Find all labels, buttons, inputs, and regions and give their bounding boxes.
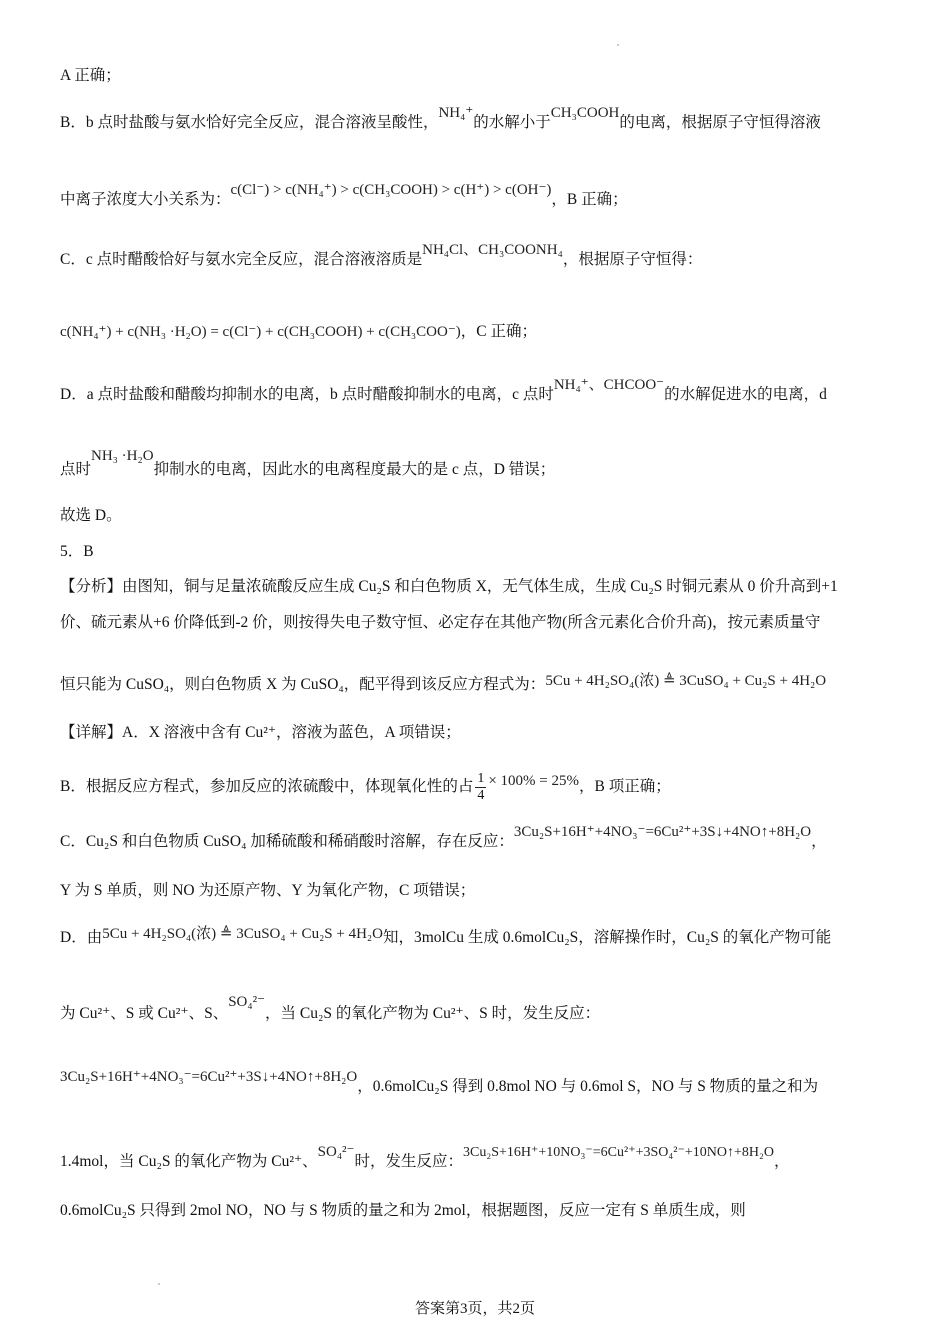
text: ， bbox=[811, 833, 827, 850]
equation: 3Cu₂S+16H⁺+10NO₃⁻=6Cu²⁺+3SO₄²⁻+10NO↑+8H₂O bbox=[463, 1145, 774, 1160]
text: D．a 点时盐酸和醋酸均抑制水的电离，b 点时醋酸抑制水的电离，c 点时 bbox=[60, 386, 554, 403]
text: 抑制水的电离，因此水的电离程度最大的是 c 点，D 错误； bbox=[153, 461, 556, 478]
equation: 5Cu + 4H₂SO₄(浓) ≜ 3CuSO₄ + Cu₂S + 4H₂O bbox=[545, 673, 827, 689]
text-line bbox=[60, 1201, 895, 1221]
text: ，当 Cu₂S 的氧化产物为 Cu²⁺、S 时，发生反应： bbox=[265, 1005, 601, 1022]
formula: c(Cl⁻) > c(NH₄⁺) > c(CH₃COOH) > c(H⁺) > c(OH⁻) bbox=[230, 182, 552, 198]
text: ，B 正确； bbox=[551, 191, 628, 208]
text-line bbox=[60, 242, 895, 270]
text-line bbox=[60, 322, 895, 342]
text-line bbox=[60, 881, 895, 901]
text-line bbox=[60, 771, 895, 804]
text-line bbox=[60, 448, 895, 480]
equation: 3Cu₂S+16H⁺+4NO₃⁻=6Cu²⁺+3S↓+4NO↑+8H₂O bbox=[513, 824, 812, 840]
text: A 正确； bbox=[60, 67, 121, 84]
text: 恒只能为 CuSO₄，则白色物质 X 为 CuSO₄，配平得到该反应方程式为： bbox=[60, 676, 546, 693]
text: ，C 正确； bbox=[460, 323, 537, 340]
question-number bbox=[60, 542, 895, 562]
equation: 5Cu + 4H₂SO₄(浓) ≜ 3CuSO₄ + Cu₂S + 4H₂O bbox=[102, 926, 383, 942]
fraction-denominator: 4 bbox=[477, 788, 485, 803]
text: 0.6molCu₂S 只得到 2mol NO，NO 与 S 物质的量之和为 2mol，根据题图，反应一定有 S 单质生成，则 bbox=[60, 1202, 746, 1219]
text: 时，发生反应： bbox=[354, 1153, 463, 1170]
text-line bbox=[60, 994, 895, 1024]
text: 故选 D。 bbox=[60, 507, 122, 524]
text-line bbox=[60, 1069, 895, 1097]
text: C．c 点时醋酸恰好与氨水完全反应，混合溶液溶质是 bbox=[60, 251, 423, 268]
equation: 3Cu₂S+16H⁺+4NO₃⁻=6Cu²⁺+3S↓+4NO↑+8H₂O bbox=[60, 1069, 358, 1085]
scan-speck bbox=[158, 1283, 160, 1285]
text-line bbox=[60, 105, 895, 133]
text: 的电离，根据原子守恒得溶液 bbox=[619, 114, 821, 131]
formula: CH₃COOH bbox=[550, 105, 620, 121]
formula: SO₄²⁻ bbox=[228, 994, 266, 1010]
text: B．b 点时盐酸与氨水恰好完全反应，混合溶液呈酸性， bbox=[60, 114, 439, 131]
text-line bbox=[60, 577, 895, 597]
formula: c(NH₄⁺) + c(NH₃ ·H₂O) = c(Cl⁻) + c(CH₃COOH) + c(CH₃COO⁻) bbox=[60, 324, 461, 340]
formula: SO₄²⁻ bbox=[317, 1144, 355, 1160]
text-line bbox=[60, 928, 895, 948]
text: D．由 bbox=[60, 929, 103, 946]
scan-speck bbox=[617, 44, 619, 46]
formula: NH₃ ·H₂O bbox=[91, 448, 154, 464]
text: Y 为 S 单质，则 NO 为还原产物、Y 为氧化产物，C 项错误； bbox=[60, 882, 476, 899]
formula: NH₄⁺、CHCOO⁻ bbox=[553, 377, 665, 393]
page-footer: 答案第3页，共2页 bbox=[414, 1301, 535, 1317]
text-line bbox=[60, 182, 895, 210]
text: 中离子浓度大小关系为： bbox=[60, 191, 231, 208]
text: ，根据原子守恒得： bbox=[562, 251, 703, 268]
text: ，0.6molCu₂S 得到 0.8mol NO 与 0.6mol S，NO 与 S 物质的量之和为 bbox=[357, 1078, 819, 1095]
text-line bbox=[60, 613, 895, 633]
text: 【分析】由图知，铜与足量浓硫酸反应生成 Cu₂S 和白色物质 X，无气体生成，生成 Cu₂S 时铜元素从 0 价升高到+1 bbox=[60, 578, 838, 595]
formula: NH₄Cl、CH₃COONH₄ bbox=[422, 242, 563, 258]
fraction-numerator: 1 bbox=[477, 771, 485, 786]
text: 1.4mol，当 Cu₂S 的氧化产物为 Cu²⁺、 bbox=[60, 1153, 318, 1170]
text-line bbox=[60, 1144, 895, 1173]
text-line bbox=[60, 506, 895, 526]
text: B．根据反应方程式，参加反应的浓硫酸中，体现氧化性的占 bbox=[60, 778, 474, 796]
formula: × 100% = 25% bbox=[488, 773, 580, 790]
text: 点时 bbox=[60, 461, 92, 478]
text: 为 Cu²⁺、S 或 Cu²⁺、S、 bbox=[60, 1005, 229, 1022]
text: ， bbox=[773, 1153, 790, 1170]
text-line bbox=[60, 675, 895, 695]
text-line bbox=[60, 66, 895, 86]
text: 的水解促进水的电离，d bbox=[664, 386, 827, 403]
text-line bbox=[60, 723, 895, 743]
text: 【详解】A．X 溶液中含有 Cu²⁺，溶液为蓝色，A 项错误； bbox=[60, 724, 461, 741]
formula: NH₄⁺ bbox=[438, 105, 474, 121]
text: 知，3molCu 生成 0.6molCu₂S，溶解操作时，Cu₂S 的氧化产物可能 bbox=[383, 929, 832, 946]
text: 的水解小于 bbox=[473, 114, 551, 131]
text: 价、硫元素从+6 价降低到-2 价，则按得失电子数守恒、必定存在其他产物(所含元素化合价升高)，按元素质量守 bbox=[60, 614, 821, 631]
fraction bbox=[475, 771, 486, 804]
text-line bbox=[60, 824, 895, 852]
text: C．Cu₂S 和白色物质 CuSO₄ 加稀硫酸和稀硝酸时溶解，存在反应： bbox=[60, 833, 514, 850]
text: ，B 项正确； bbox=[579, 778, 671, 796]
text-line bbox=[60, 377, 895, 405]
text: 5．B bbox=[60, 543, 94, 560]
